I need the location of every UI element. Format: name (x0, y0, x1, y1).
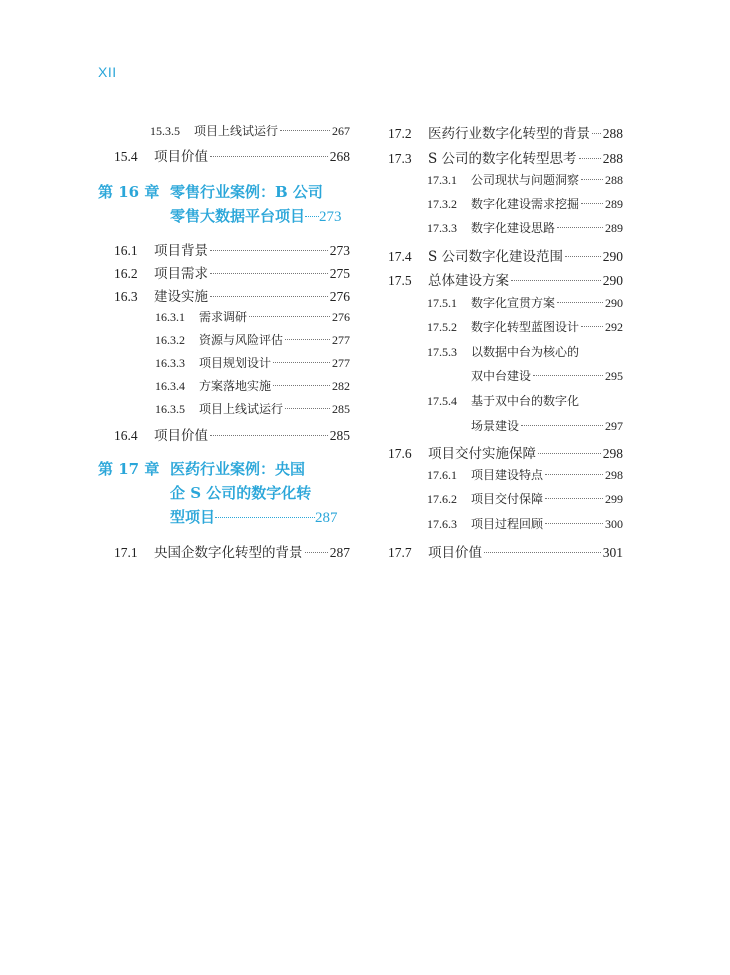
leader-dots (484, 552, 601, 553)
page-ref: 301 (602, 545, 623, 560)
leader-dots (249, 316, 330, 317)
chapter-number: 第 16 章 (98, 183, 160, 201)
toc-entry (388, 147, 623, 167)
chapter-title-line: 零售大数据平台项目 (170, 207, 306, 225)
section-title: S 公司数字化建设范围 (428, 249, 564, 265)
section-number: 16.1 (114, 243, 138, 258)
section-title: 项目价值 (428, 545, 482, 561)
section-title: 项目背景 (154, 243, 208, 259)
page-ref: 282 (332, 379, 350, 393)
leader-dots (545, 474, 603, 475)
section-title: 项目上线试运行 (194, 124, 279, 138)
section-title: 央国企数字化转型的背景 (154, 545, 303, 561)
section-title: 基于双中台的数字化 (471, 394, 580, 408)
page-ref: 275 (329, 266, 350, 281)
section-title: 项目规划设计 (199, 356, 272, 370)
page-ref: 268 (329, 149, 350, 164)
toc-entry (427, 195, 623, 212)
page-ref: 285 (332, 402, 350, 416)
toc-entry-continuation (471, 417, 623, 434)
section-title: 项目过程回顾 (471, 517, 544, 531)
page-ref: 299 (605, 492, 623, 506)
section-title: 数字化转型蓝图设计 (471, 320, 580, 334)
page-ref: 298 (605, 468, 623, 482)
toc-entry (114, 541, 350, 561)
section-number: 17.5.1 (427, 296, 457, 310)
section-number: 17.7 (388, 545, 412, 560)
section-number: 17.3.1 (427, 173, 457, 187)
chapter-heading-16 (98, 180, 353, 230)
leader-dots (581, 203, 603, 204)
section-number: 17.2 (388, 126, 412, 141)
section-title: 总体建设方案 (428, 273, 509, 289)
leader-dots (210, 156, 328, 157)
leader-dots (273, 362, 330, 363)
leader-dots (280, 130, 330, 131)
toc-entry (388, 442, 623, 462)
section-number: 17.3.3 (427, 221, 457, 235)
leader-dots (210, 435, 328, 436)
toc-entry (427, 515, 623, 532)
section-title: 资源与风险评估 (199, 333, 284, 347)
toc-entry (427, 466, 623, 483)
page-ref: 277 (332, 356, 350, 370)
chapter-title-line: 型项目 (170, 508, 216, 526)
section-title: 数字化建设需求挖掘 (471, 197, 580, 211)
section-title: S 公司的数字化转型思考 (428, 151, 577, 167)
page-ref: 287 (329, 545, 350, 560)
page-ref: 297 (605, 419, 623, 433)
leader-dots (545, 523, 603, 524)
toc-entry (155, 331, 350, 348)
section-number: 17.6.2 (427, 492, 457, 506)
page-ref: 288 (602, 151, 623, 166)
leader-dots (215, 517, 315, 518)
section-title: 项目建设特点 (471, 468, 544, 482)
section-title: 数字化宣贯方案 (471, 296, 556, 310)
section-number: 16.3 (114, 289, 138, 304)
leader-dots (581, 326, 603, 327)
section-title: 项目需求 (154, 266, 208, 282)
toc-entry (427, 392, 623, 409)
toc-entry (114, 262, 350, 282)
section-title: 场景建设 (471, 419, 520, 433)
section-title: 需求调研 (199, 310, 248, 324)
section-title: 项目上线试运行 (199, 402, 284, 416)
page-ref: 298 (602, 446, 623, 461)
page-ref: 287 (315, 510, 338, 526)
chapter-heading-17 (98, 457, 353, 532)
section-number: 17.6.3 (427, 517, 457, 531)
section-number: 17.5.4 (427, 394, 457, 408)
leader-dots (511, 280, 601, 281)
leader-dots (533, 375, 603, 376)
section-number: 16.3.4 (155, 379, 185, 393)
section-number: 16.3.1 (155, 310, 185, 324)
page-ref: 290 (605, 296, 623, 310)
page-ref: 289 (605, 197, 623, 211)
section-title: 方案落地实施 (199, 379, 272, 393)
toc-entry (155, 354, 350, 371)
toc-entry (114, 424, 350, 444)
chapter-number: 第 17 章 (98, 460, 160, 478)
leader-dots (285, 408, 330, 409)
toc-entry (388, 269, 623, 289)
section-number: 16.3.2 (155, 333, 185, 347)
section-number: 17.5.3 (427, 345, 457, 359)
toc-entry (427, 490, 623, 507)
chapter-title-line: 医药行业案例：央国 (170, 460, 306, 478)
section-number: 16.4 (114, 428, 138, 443)
section-title: 项目交付保障 (471, 492, 544, 506)
page-ref: 290 (602, 273, 623, 288)
page-ref: 273 (319, 209, 342, 225)
section-title: 数字化建设思路 (471, 221, 556, 235)
page-ref: 276 (332, 310, 350, 324)
section-title: 项目价值 (154, 428, 208, 444)
leader-dots (210, 273, 328, 274)
toc-entry (427, 294, 623, 311)
page-ref: 267 (332, 124, 350, 138)
page-ref: 289 (605, 221, 623, 235)
section-title: 双中台建设 (471, 369, 532, 383)
page-ref: 300 (605, 517, 623, 531)
page-ref: 285 (329, 428, 350, 443)
leader-dots (579, 158, 601, 159)
section-number: 17.5.2 (427, 320, 457, 334)
leader-dots (545, 498, 603, 499)
chapter-title-line: 企 S 公司的数字化转 (170, 484, 312, 502)
page-ref: 290 (602, 249, 623, 264)
toc-entry (427, 318, 623, 335)
chapter-title-line: 零售行业案例：B 公司 (170, 183, 323, 201)
leader-dots (538, 453, 601, 454)
leader-dots (565, 256, 601, 257)
section-number: 17.6.1 (427, 468, 457, 482)
toc-entry (155, 400, 350, 417)
section-number: 17.3 (388, 151, 412, 166)
toc-entry (388, 245, 623, 265)
page-ref: 273 (329, 243, 350, 258)
toc-entry (114, 239, 350, 259)
leader-dots (210, 296, 328, 297)
section-number: 16.3.5 (155, 402, 185, 416)
leader-dots (210, 250, 328, 251)
section-number: 15.3.5 (150, 124, 180, 138)
section-title: 公司现状与问题洞察 (471, 173, 580, 187)
section-number: 17.3.2 (427, 197, 457, 211)
page-ref: 292 (605, 320, 623, 334)
section-number: 16.3.3 (155, 356, 185, 370)
toc-entry (427, 171, 623, 188)
leader-dots (285, 339, 330, 340)
toc-entry (388, 541, 623, 561)
section-title: 医药行业数字化转型的背景 (428, 126, 590, 142)
toc-entry (427, 219, 623, 236)
leader-dots (305, 216, 319, 217)
page-number: XII (98, 64, 117, 80)
section-number: 17.5 (388, 273, 412, 288)
toc-entry-continuation (471, 367, 623, 384)
page-ref: 276 (329, 289, 350, 304)
leader-dots (273, 385, 330, 386)
section-title: 项目价值 (154, 149, 208, 165)
toc-entry (114, 285, 350, 305)
leader-dots (592, 133, 601, 134)
toc-entry (388, 122, 623, 142)
leader-dots (557, 302, 603, 303)
section-number: 16.2 (114, 266, 138, 281)
section-title: 以数据中台为核心的 (471, 345, 580, 359)
toc-entry (427, 343, 623, 360)
page-ref: 288 (605, 173, 623, 187)
page-ref: 295 (605, 369, 623, 383)
page-ref: 277 (332, 333, 350, 347)
section-number: 15.4 (114, 149, 138, 164)
leader-dots (521, 425, 603, 426)
toc-entry (150, 122, 350, 139)
section-number: 17.4 (388, 249, 412, 264)
toc-entry (155, 308, 350, 325)
section-number: 17.1 (114, 545, 138, 560)
section-title: 项目交付实施保障 (428, 446, 536, 462)
page-ref: 288 (602, 126, 623, 141)
leader-dots (581, 179, 603, 180)
leader-dots (557, 227, 603, 228)
section-number: 17.6 (388, 446, 412, 461)
toc-entry (114, 145, 350, 165)
leader-dots (305, 552, 328, 553)
toc-entry (155, 377, 350, 394)
section-title: 建设实施 (154, 289, 208, 305)
